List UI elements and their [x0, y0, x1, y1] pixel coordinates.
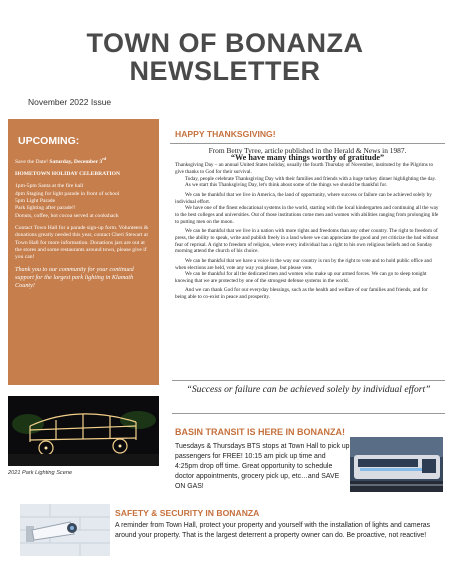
- article-paragraph: And we can thank God for our everyday blessings, such as the health and welfare of our families and friends, and for being able to co-exist in peace and prosperity.: [175, 287, 428, 301]
- safety-heading: SAFETY & SECURITY IN BONANZA: [115, 508, 260, 518]
- article-paragraph: We can be thankful that we live in America, the land of opportunity, where success or failure can be achieved solely by individual effort.: [175, 191, 432, 205]
- safety-text: A reminder from Town Hall, protect your property and yourself with the installation of lights and cameras around your property. That is the largest deterrent a property owner can do. Be proactive, not reactive!: [115, 522, 431, 540]
- schedule-item: 1pm-5pm Santa at the fire hall: [15, 183, 84, 190]
- contact-text: Contact Town Hall for a parade sign-up form. Volunteers & donations greatly needed this year, contact Cheri Stewart at Town Hall for more information. Donations jars are out at the stores and some restaurants around town, please give if you can!: [15, 224, 149, 261]
- article-paragraph: We can be thankful that we live in a nation with more rights and freedoms than any other country. The right to freedom of press, the ability to speak, write and publish freely in a land where we can appreciate the good and yet criticize the bad without fear of reprisal. A right to freedom of religion, where every individual has a right to his own religious beliefs and on Sunday morning attend the church of his choice.: [175, 228, 439, 255]
- event-title: HOMETOWN HOLIDAY CELEBRATION: [15, 171, 121, 178]
- article-paragraph: As we start this Thanksgiving Day, let's think about some of the things we should be thankful for.: [185, 182, 388, 189]
- security-camera-photo: [20, 504, 110, 556]
- schedule-item: 4pm Staging for light parade in front of school: [15, 190, 120, 197]
- article-source: From Betty Tyree, article published in the Herald & News in 1987.: [208, 146, 407, 155]
- save-prefix: Save the Date!: [15, 158, 48, 165]
- park-lighting-photo: [8, 396, 159, 466]
- thanksgiving-article: [170, 143, 445, 377]
- save-date: Saturday, December 3: [49, 158, 103, 165]
- schedule-item: 5pm Light Parade: [15, 198, 56, 205]
- article-paragraph: We have one of the finest educational systems in the world, starting with the local kindergarten and continuing all the way to the best colleges and universities. Out of those institutions come men and women with abilities ranging from prolonging life to putting men on the moon.: [175, 205, 439, 225]
- schedule-item: Park lighting after parade!!: [15, 205, 76, 212]
- security-camera-image: [20, 504, 110, 556]
- article-paragraph: Today, people celebrate Thanksgiving Day with their families and friends with a huge turkey dinner highlighting the day.: [185, 175, 437, 182]
- newsletter-title-line1: TOWN OF BONANZA: [86, 28, 364, 58]
- upcoming-heading: UPCOMING:: [18, 135, 80, 147]
- save-the-date: [15, 155, 152, 166]
- save-date-suffix: rd: [102, 156, 107, 161]
- article-paragraph: We can be thankful for all the dedicated men and women who make up our armed forces. We can go to sleep tonight knowing that we are protected by one of the strongest defense systems in the world.: [175, 271, 427, 284]
- newsletter-title-line2: NEWSLETTER: [129, 56, 321, 86]
- transit-text: Tuesdays & Thursdays BTS stops at Town Hall to pick up passengers for FREE! 10:15 am pick up time and 4:25pm drop off time. Great opportunity to schedule doctor appointments, grocery pick up, etc…and SAVE ON GAS!: [175, 443, 350, 491]
- issue-date: November 2022 Issue: [28, 97, 112, 107]
- photo-caption: 2021 Park Lighting Scene: [8, 470, 73, 476]
- article-paragraph: We can be thankful that we have a voice in the way our country is run by the right to vote and to hold public office and when elections are held, vote any way you please, but please vote.: [175, 257, 432, 271]
- bus-photo: [350, 437, 443, 492]
- wagon-lights-image: [8, 396, 159, 466]
- transit-heading: BASIN TRANSIT IS HERE IN BONANZA!: [175, 427, 346, 437]
- thanks-community: Thank you to our community for your continued support for the largest park lighting in Klamath County!: [15, 266, 134, 290]
- article-paragraph: Thanksgiving Day – an annual United States holiday, usually the fourth Thursday of November, instituted by the Pilgrims to give thanks to God for their survival.: [175, 162, 434, 175]
- upcoming-sidebar: [8, 119, 159, 385]
- article-tagline: “We have many things worthy of gratitude”: [230, 152, 385, 162]
- pull-quote: “Success or failure can be achieved solely by individual effort”: [172, 380, 445, 414]
- bus-image: [350, 437, 443, 492]
- schedule-item: Donuts, coffee, hot cocoa served at cookshack: [15, 212, 119, 219]
- thanksgiving-heading: HAPPY THANKSGIVING!: [175, 129, 276, 139]
